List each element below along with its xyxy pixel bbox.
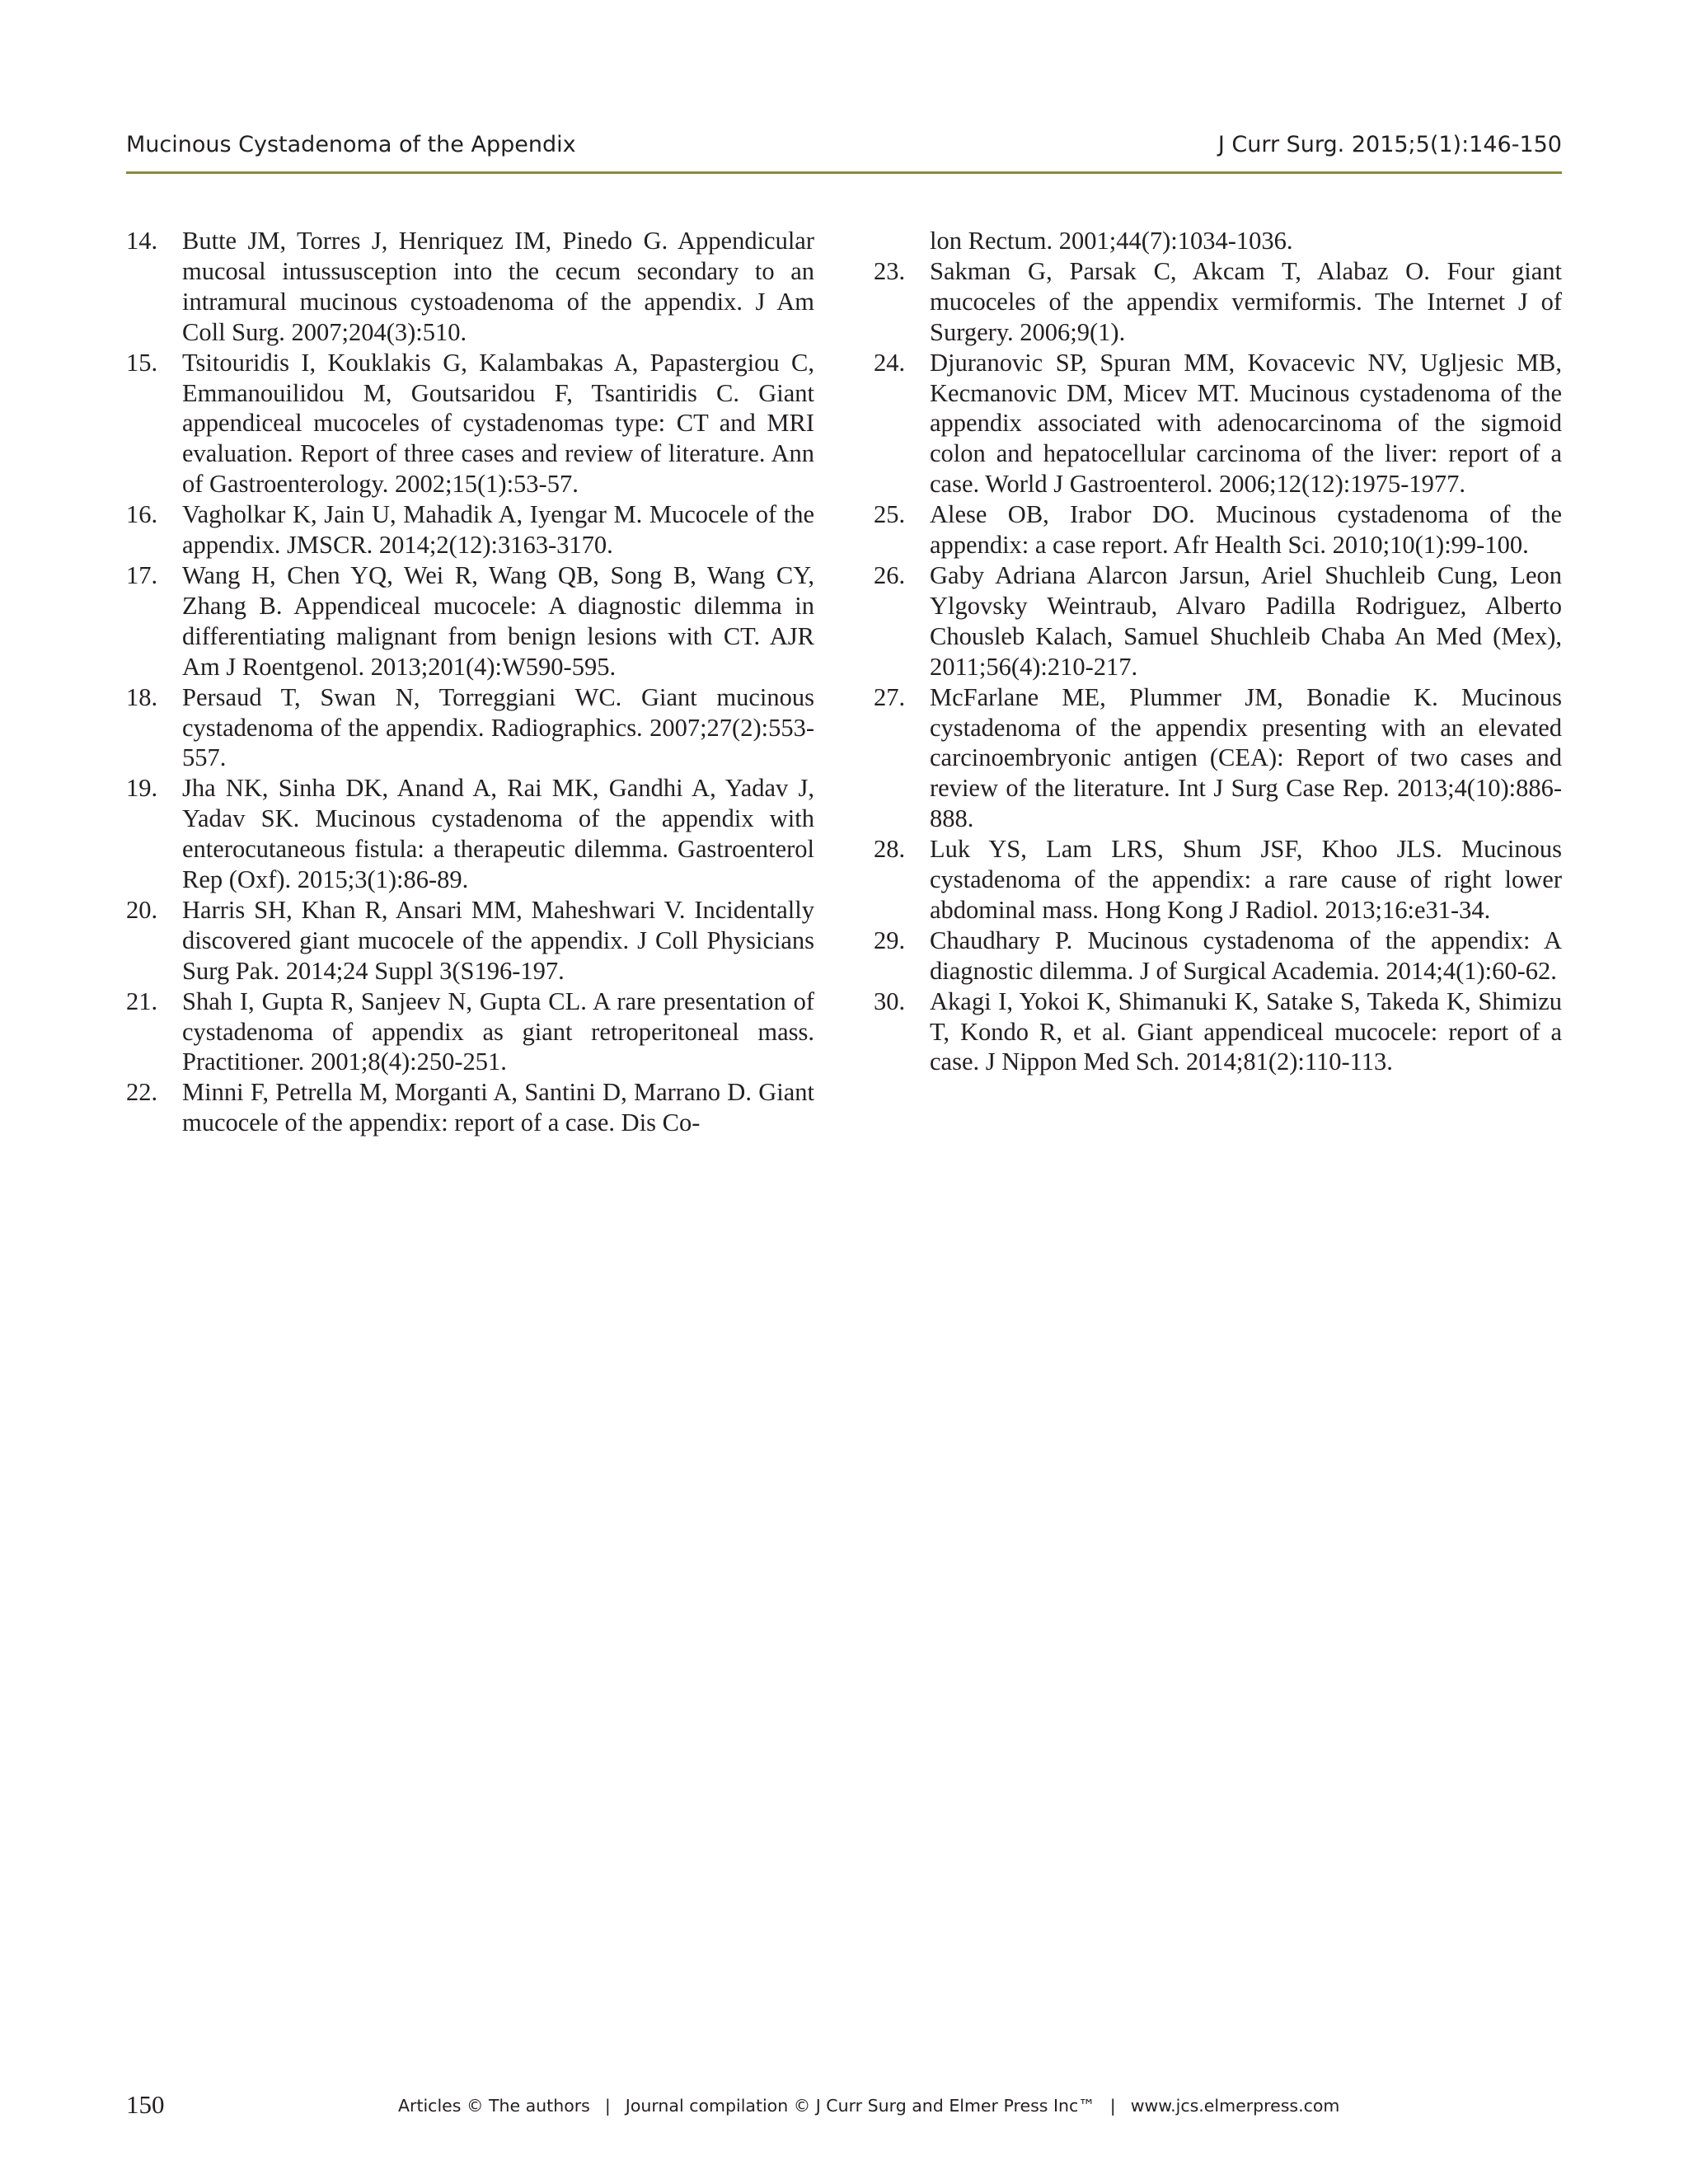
reference-text: Gaby Adriana Alarcon Jarsun, Ariel Shuchleib Cung, Leon Ylgovsky Weintraub, Alvaro Padilla Rodriguez, Alberto Chousleb Kalach, Samuel Shuchleib Chaba An Med (Mex), 2011;56(4):210-217. — [930, 560, 1562, 681]
reference-text: Wang H, Chen YQ, Wei R, Wang QB, Song B, Wang CY, Zhang B. Appendiceal mucocele: A diagnostic dilemma in differentiating malignant from benign lesions with CT. AJR Am J Roentgenol. 2013;201(4):W590-595. — [182, 560, 814, 681]
reference-16 — [126, 499, 814, 560]
reference-number: 20. — [126, 895, 158, 924]
reference-22 — [126, 1077, 814, 1138]
reference-text: Minni F, Petrella M, Morganti A, Santini D, Marrano D. Giant mucocele of the appendix: report of a case. Dis Co- — [182, 1078, 814, 1137]
reference-text: Alese OB, Irabor DO. Mucinous cystadenoma of the appendix: a case report. Afr Health Sci. 2010;10(1):99-100. — [930, 500, 1562, 560]
running-title: Mucinous Cystadenoma of the Appendix — [126, 132, 576, 157]
reference-21 — [126, 987, 814, 1078]
reference-17 — [126, 560, 814, 682]
reference-30 — [874, 987, 1562, 1078]
reference-text: Harris SH, Khan R, Ansari MM, Maheshwari V. Incidentally discovered giant mucocele of the appendix. J Coll Physicians Surg Pak. 2014;24 Suppl 3(S196-197. — [182, 895, 814, 985]
journal-citation: J Curr Surg. 2015;5(1):146-150 — [1217, 132, 1562, 157]
references-right-column — [874, 226, 1562, 1077]
references-left-column — [126, 226, 814, 1138]
reference-24 — [874, 348, 1562, 500]
reference-number: 27. — [874, 682, 906, 711]
header-rule — [126, 171, 1562, 174]
reference-text: Shah I, Gupta R, Sanjeev N, Gupta CL. A rare presentation of cystadenoma of appendix as giant retroperitoneal mass. Practitioner. 2001;8(4):250-251. — [182, 987, 814, 1076]
reference-text: Luk YS, Lam LRS, Shum JSF, Khoo JLS. Mucinous cystadenoma of the appendix: a rare cause of right lower abdominal mass. Hong Kong J Radiol. 2013;16:e31-34. — [930, 835, 1562, 924]
reference-29 — [874, 926, 1562, 987]
reference-number: 22. — [126, 1078, 158, 1107]
reference-number: 15. — [126, 348, 158, 377]
reference-text: Butte JM, Torres J, Henriquez IM, Pinedo G. Appendicular mucosal intussusception into the cecum secondary to an intramural mucinous cystoadenoma of the appendix. J Am Coll Surg. 2007;204(3):510. — [182, 227, 814, 346]
journal-url-link[interactable]: www.jcs.elmerpress.com — [1130, 2096, 1340, 2116]
reference-14 — [126, 226, 814, 348]
reference-number: 29. — [874, 926, 906, 954]
journal-compilation: Journal compilation © J Curr Surg and Elmer Press Inc™ — [625, 2096, 1095, 2116]
reference-18 — [126, 682, 814, 774]
reference-19 — [126, 773, 814, 895]
reference-text: Tsitouridis I, Kouklakis G, Kalambakas A, Papastergiou C, Emmanouilidou M, Goutsaridou F, Tsantiridis C. Giant appendiceal mucoceles of cystadenomas type: CT and MRI evaluation. Report of three cases and review of literature. Ann of Gastroenterology. 2002;15(1):53-57. — [182, 348, 814, 499]
reference-number: 17. — [126, 560, 158, 589]
reference-25 — [874, 499, 1562, 560]
page-footer — [126, 2085, 1562, 2126]
reference-text: Akagi I, Yokoi K, Shimanuki K, Satake S, Takeda K, Shimizu T, Kondo R, et al. Giant appendiceal mucocele: report of a case. J Nippon Med Sch. 2014;81(2):110-113. — [930, 987, 1562, 1076]
reference-number: 23. — [874, 256, 906, 285]
reference-text: Persaud T, Swan N, Torreggiani WC. Giant mucinous cystadenoma of the appendix. Radiographics. 2007;27(2):553-557. — [182, 682, 814, 772]
reference-text: Sakman G, Parsak C, Akcam T, Alabaz O. Four giant mucoceles of the appendix vermiformis. The Internet J of Surgery. 2006;9(1). — [930, 256, 1562, 346]
reference-23 — [874, 256, 1562, 348]
footer-separator: | — [604, 2096, 611, 2116]
reference-text: Chaudhary P. Mucinous cystadenoma of the appendix: A diagnostic dilemma. J of Surgical Academia. 2014;4(1):60-62. — [930, 926, 1562, 985]
reference-20 — [126, 895, 814, 987]
reference-text: Djuranovic SP, Spuran MM, Kovacevic NV, Ugljesic MB, Kecmanovic DM, Micev MT. Mucinous cystadenoma of the appendix associated with adenocarcinoma of the sigmoid colon and hepatocellular carcinoma of the liver: report of a case. World J Gastroenterol. 2006;12(12):1975-1977. — [930, 348, 1562, 499]
footer-separator: | — [1109, 2096, 1116, 2116]
page-number: 150 — [126, 2090, 165, 2119]
copyright-notice: Articles © The authors — [398, 2096, 590, 2116]
reference-number: 14. — [126, 227, 158, 255]
reference-number: 18. — [126, 682, 158, 711]
reference-text: Jha NK, Sinha DK, Anand A, Rai MK, Gandhi A, Yadav J, Yadav SK. Mucinous cystadenoma of the appendix with enterocutaneous fistula: a therapeutic dilemma. Gastroenterol Rep (Oxf). 2015;3(1):86-89. — [182, 774, 814, 894]
reference-number: 19. — [126, 774, 158, 803]
reference-number: 28. — [874, 835, 906, 864]
reference-28 — [874, 834, 1562, 926]
reference-text: McFarlane ME, Plummer JM, Bonadie K. Mucinous cystadenoma of the appendix presenting with an elevated carcinoembryonic antigen (CEA): Report of two cases and review of the literature. Int J Surg Case Rep. 2013;4(10):886-888. — [930, 682, 1562, 833]
reference-number: 24. — [874, 348, 906, 377]
reference-number: 26. — [874, 560, 906, 589]
reference-number: 30. — [874, 987, 906, 1015]
reference-text: Vagholkar K, Jain U, Mahadik A, Iyengar M. Mucocele of the appendix. JMSCR. 2014;2(12):3163-3170. — [182, 500, 814, 560]
reference-number: 16. — [126, 500, 158, 529]
reference-number: 21. — [126, 987, 158, 1015]
footer-credits — [398, 2093, 1339, 2118]
running-header — [126, 130, 1562, 165]
reference-27 — [874, 682, 1562, 835]
reference-number: 25. — [874, 500, 906, 529]
reference-26 — [874, 560, 1562, 682]
reference-15 — [126, 348, 814, 500]
reference-22-continuation: lon Rectum. 2001;44(7):1034-1036. — [930, 227, 1293, 255]
